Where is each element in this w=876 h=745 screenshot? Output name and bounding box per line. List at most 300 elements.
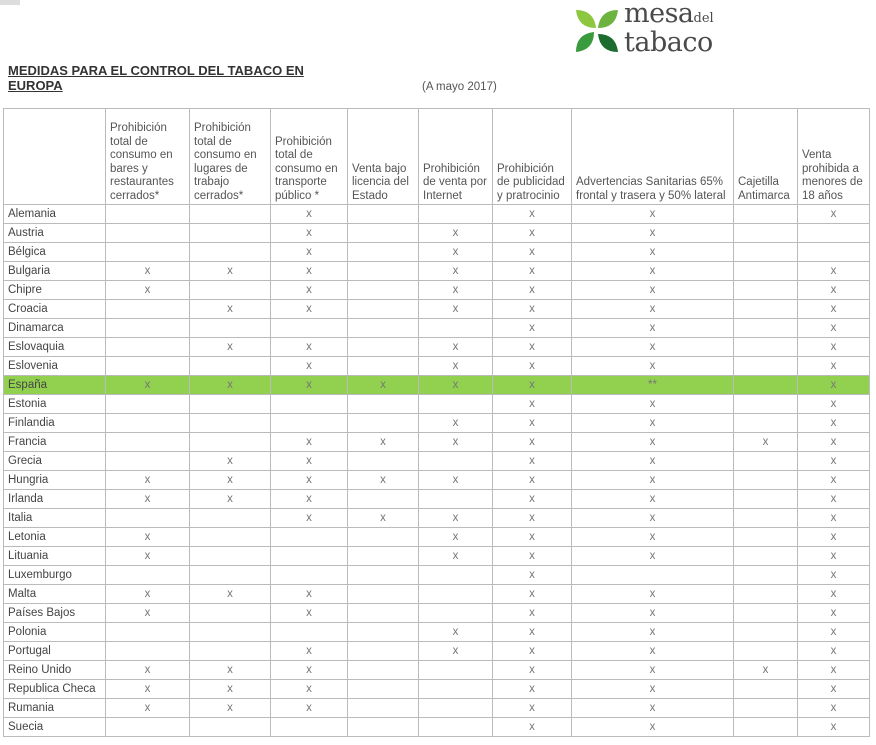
measure-cell: x <box>798 319 870 338</box>
measure-cell <box>419 585 493 604</box>
country-cell: Suecia <box>4 718 106 737</box>
measure-cell: x <box>572 718 734 737</box>
table-row <box>4 414 870 433</box>
measure-cell <box>734 490 798 509</box>
header-row <box>4 109 870 205</box>
measure-cell <box>348 604 419 623</box>
measure-cell <box>348 300 419 319</box>
measure-cell <box>190 281 271 300</box>
measure-cell: x <box>190 585 271 604</box>
date-note: (A mayo 2017) <box>422 81 497 93</box>
measure-cell <box>348 699 419 718</box>
measure-cell: x <box>493 623 572 642</box>
measure-cell: x <box>190 680 271 699</box>
measure-cell <box>190 642 271 661</box>
measure-cell: x <box>493 509 572 528</box>
table-row <box>4 338 870 357</box>
measure-cell: x <box>348 376 419 395</box>
country-cell: Irlanda <box>4 490 106 509</box>
measure-cell <box>572 566 734 585</box>
measure-cell <box>106 509 190 528</box>
measure-cell: x <box>493 642 572 661</box>
column-header <box>4 109 106 205</box>
measure-cell <box>419 699 493 718</box>
column-header: Prohibición total de consumo en lugares de trabajo cerrados* <box>190 109 271 205</box>
country-cell: Bulgaria <box>4 262 106 281</box>
measure-cell: x <box>734 433 798 452</box>
measure-cell <box>348 414 419 433</box>
country-cell: Chipre <box>4 281 106 300</box>
measure-cell <box>190 395 271 414</box>
table-row <box>4 661 870 680</box>
measure-cell <box>106 205 190 224</box>
measure-cell: x <box>419 509 493 528</box>
measure-cell: x <box>106 281 190 300</box>
measure-cell <box>106 452 190 471</box>
measure-cell <box>190 243 271 262</box>
measure-cell <box>348 319 419 338</box>
measure-cell: x <box>493 224 572 243</box>
country-cell: Portugal <box>4 642 106 661</box>
measure-cell <box>348 490 419 509</box>
measure-cell <box>419 661 493 680</box>
measure-cell: x <box>493 566 572 585</box>
measure-cell <box>734 642 798 661</box>
measure-cell: x <box>493 300 572 319</box>
country-cell: Italia <box>4 509 106 528</box>
measure-cell: x <box>493 661 572 680</box>
table-row <box>4 604 870 623</box>
measure-cell: x <box>572 547 734 566</box>
measure-cell: x <box>572 281 734 300</box>
measure-cell: x <box>271 471 348 490</box>
measure-cell: x <box>798 623 870 642</box>
table-row <box>4 357 870 376</box>
measure-cell: x <box>572 642 734 661</box>
country-cell: Países Bajos <box>4 604 106 623</box>
table-row <box>4 585 870 604</box>
measure-cell <box>106 224 190 243</box>
measure-cell: x <box>271 642 348 661</box>
measure-cell: x <box>798 262 870 281</box>
measure-cell: x <box>419 547 493 566</box>
measure-cell <box>190 509 271 528</box>
measure-cell <box>190 224 271 243</box>
country-cell: Bélgica <box>4 243 106 262</box>
measure-cell: x <box>798 699 870 718</box>
measure-cell: x <box>798 395 870 414</box>
measure-cell: x <box>271 205 348 224</box>
measure-cell <box>734 528 798 547</box>
measure-cell: x <box>271 452 348 471</box>
measure-cell: x <box>798 357 870 376</box>
measure-cell <box>348 357 419 376</box>
measure-cell <box>106 642 190 661</box>
measure-cell: x <box>419 623 493 642</box>
measure-cell: x <box>190 471 271 490</box>
measure-cell: x <box>493 205 572 224</box>
measure-cell: x <box>419 433 493 452</box>
measure-cell: x <box>493 338 572 357</box>
measure-cell: x <box>572 319 734 338</box>
measure-cell: x <box>798 642 870 661</box>
page-title: MEDIDAS PARA EL CONTROL DEL TABACO EN EUROPA <box>8 63 304 93</box>
measure-cell <box>348 205 419 224</box>
column-header: Prohibición de venta por Internet <box>419 109 493 205</box>
measure-cell: x <box>493 471 572 490</box>
measure-cell: x <box>493 376 572 395</box>
measure-cell <box>734 357 798 376</box>
measure-cell: x <box>493 357 572 376</box>
country-cell: Dinamarca <box>4 319 106 338</box>
measure-cell: x <box>798 281 870 300</box>
table-row <box>4 680 870 699</box>
measure-cell: x <box>106 490 190 509</box>
measure-cell <box>348 642 419 661</box>
measure-cell <box>106 718 190 737</box>
measure-cell <box>419 452 493 471</box>
measure-cell: x <box>798 376 870 395</box>
table-row <box>4 281 870 300</box>
measure-cell: x <box>798 718 870 737</box>
measure-cell <box>271 395 348 414</box>
measure-cell: x <box>190 300 271 319</box>
measure-cell: x <box>271 680 348 699</box>
measure-cell: x <box>190 699 271 718</box>
measure-cell: x <box>572 585 734 604</box>
column-header: Prohibición total de consumo en bares y restaurantes cerrados* <box>106 109 190 205</box>
measure-cell <box>190 547 271 566</box>
measure-cell <box>734 585 798 604</box>
measure-cell: x <box>798 604 870 623</box>
table-row <box>4 718 870 737</box>
measure-cell: x <box>798 452 870 471</box>
table-row <box>4 471 870 490</box>
measure-cell: x <box>572 338 734 357</box>
measure-cell <box>734 623 798 642</box>
measure-cell <box>348 281 419 300</box>
measure-cell <box>734 205 798 224</box>
measure-cell <box>734 300 798 319</box>
table-row <box>4 243 870 262</box>
tobacco-measures-table <box>3 108 870 737</box>
measure-cell: x <box>572 623 734 642</box>
measure-cell: x <box>798 300 870 319</box>
measure-cell <box>419 319 493 338</box>
measure-cell: x <box>798 547 870 566</box>
leaf-logo-icon <box>574 8 620 54</box>
table-row <box>4 262 870 281</box>
measure-cell: x <box>419 224 493 243</box>
measure-cell: x <box>734 661 798 680</box>
measure-cell: x <box>271 433 348 452</box>
measure-cell: x <box>271 224 348 243</box>
measure-cell: x <box>572 224 734 243</box>
measure-cell: x <box>798 585 870 604</box>
country-cell: Finlandia <box>4 414 106 433</box>
measure-cell <box>734 471 798 490</box>
measure-cell: x <box>106 604 190 623</box>
country-cell: Lituania <box>4 547 106 566</box>
measure-cell <box>734 547 798 566</box>
measure-cell: x <box>493 680 572 699</box>
measure-cell: x <box>190 490 271 509</box>
table-row-highlighted <box>4 376 870 395</box>
country-cell: España <box>4 376 106 395</box>
column-header: Prohibición total de consumo en transporte público * <box>271 109 348 205</box>
column-header: Advertencias Sanitarias 65% frontal y trasera y 50% lateral <box>572 109 734 205</box>
measure-cell: x <box>190 338 271 357</box>
measure-cell: x <box>572 414 734 433</box>
measure-cell <box>106 319 190 338</box>
measure-cell <box>419 566 493 585</box>
measure-cell: x <box>271 281 348 300</box>
country-cell: Luxemburgo <box>4 566 106 585</box>
measure-cell: x <box>572 528 734 547</box>
table-row <box>4 433 870 452</box>
measure-cell <box>348 547 419 566</box>
measure-cell: x <box>271 699 348 718</box>
measure-cell <box>734 699 798 718</box>
measure-cell <box>348 338 419 357</box>
measure-cell <box>190 623 271 642</box>
measure-cell <box>190 319 271 338</box>
measure-cell: x <box>493 433 572 452</box>
country-cell: Alemania <box>4 205 106 224</box>
measure-cell: x <box>419 281 493 300</box>
country-cell: Polonia <box>4 623 106 642</box>
measure-cell <box>190 718 271 737</box>
table-row <box>4 528 870 547</box>
measure-cell <box>271 528 348 547</box>
measure-cell <box>734 262 798 281</box>
measure-cell: x <box>572 433 734 452</box>
measure-cell: x <box>493 243 572 262</box>
measure-cell: x <box>271 338 348 357</box>
country-cell: Republica Checa <box>4 680 106 699</box>
measure-cell <box>190 433 271 452</box>
measure-cell: x <box>271 604 348 623</box>
measure-cell <box>348 680 419 699</box>
table-row <box>4 452 870 471</box>
measure-cell <box>419 490 493 509</box>
measure-cell: x <box>348 433 419 452</box>
measure-cell: x <box>493 528 572 547</box>
measure-cell: x <box>493 585 572 604</box>
measure-cell <box>798 243 870 262</box>
measure-cell: x <box>419 376 493 395</box>
measure-cell <box>271 547 348 566</box>
measure-cell <box>190 205 271 224</box>
measure-cell <box>348 585 419 604</box>
table-row <box>4 395 870 414</box>
measure-cell: x <box>798 471 870 490</box>
measure-cell: x <box>493 452 572 471</box>
measure-cell: x <box>572 205 734 224</box>
measure-cell: x <box>798 680 870 699</box>
measure-cell <box>271 414 348 433</box>
measure-cell: x <box>271 661 348 680</box>
table-row <box>4 509 870 528</box>
measure-cell <box>348 623 419 642</box>
table-row <box>4 300 870 319</box>
measure-cell <box>734 509 798 528</box>
measure-cell: x <box>493 490 572 509</box>
column-header: Prohibición de publicidad y pratrocinio <box>493 109 572 205</box>
measure-cell <box>734 414 798 433</box>
measure-cell: x <box>106 471 190 490</box>
measure-cell <box>734 319 798 338</box>
measure-cell <box>106 243 190 262</box>
table-row <box>4 224 870 243</box>
measure-cell <box>798 224 870 243</box>
measure-cell: x <box>419 528 493 547</box>
measure-cell <box>271 566 348 585</box>
country-cell: Grecia <box>4 452 106 471</box>
measure-cell <box>271 623 348 642</box>
measure-cell <box>734 395 798 414</box>
measure-cell: x <box>106 547 190 566</box>
measure-cell: x <box>572 604 734 623</box>
measure-cell <box>348 661 419 680</box>
measure-cell: x <box>572 699 734 718</box>
country-cell: Croacia <box>4 300 106 319</box>
measure-cell: x <box>798 490 870 509</box>
measure-cell: x <box>190 262 271 281</box>
country-cell: Hungria <box>4 471 106 490</box>
measure-cell <box>419 205 493 224</box>
measure-cell: x <box>493 319 572 338</box>
measure-cell <box>419 680 493 699</box>
measure-cell: x <box>190 376 271 395</box>
measure-cell: x <box>106 585 190 604</box>
measure-cell: x <box>493 395 572 414</box>
logo <box>574 0 734 58</box>
table-row <box>4 699 870 718</box>
measure-cell <box>419 718 493 737</box>
measure-cell: x <box>271 300 348 319</box>
measure-cell: x <box>572 471 734 490</box>
measure-cell <box>106 338 190 357</box>
measure-cell: x <box>572 452 734 471</box>
measure-cell: x <box>493 262 572 281</box>
measure-cell: x <box>419 243 493 262</box>
measure-cell <box>348 395 419 414</box>
measure-cell: x <box>493 414 572 433</box>
measure-cell <box>348 262 419 281</box>
measure-cell <box>348 224 419 243</box>
measure-cell: x <box>798 661 870 680</box>
measure-cell: x <box>419 471 493 490</box>
measure-cell <box>348 718 419 737</box>
measure-cell <box>734 281 798 300</box>
measure-cell: x <box>572 300 734 319</box>
measure-cell: x <box>419 642 493 661</box>
table-row <box>4 642 870 661</box>
measure-cell: x <box>190 661 271 680</box>
measure-cell: x <box>271 243 348 262</box>
measure-cell <box>271 319 348 338</box>
table-row <box>4 566 870 585</box>
measure-cell: x <box>106 699 190 718</box>
measure-cell <box>419 604 493 623</box>
measure-cell: x <box>572 395 734 414</box>
measure-cell: x <box>493 718 572 737</box>
measure-cell: x <box>271 262 348 281</box>
measure-cell <box>734 452 798 471</box>
measure-cell: x <box>348 509 419 528</box>
measure-cell <box>106 566 190 585</box>
measure-cell: x <box>493 281 572 300</box>
measure-cell: x <box>493 699 572 718</box>
country-cell: Austria <box>4 224 106 243</box>
table-row <box>4 623 870 642</box>
measure-cell <box>106 623 190 642</box>
country-cell: Eslovenia <box>4 357 106 376</box>
measure-cell: x <box>348 471 419 490</box>
measure-cell <box>348 566 419 585</box>
country-cell: Estonia <box>4 395 106 414</box>
table-row <box>4 490 870 509</box>
measure-cell: x <box>798 338 870 357</box>
measure-cell: x <box>106 262 190 281</box>
logo-text: mesadel tabaco <box>624 0 714 58</box>
measure-cell: x <box>572 357 734 376</box>
country-cell: Reino Unido <box>4 661 106 680</box>
measure-cell <box>348 528 419 547</box>
measure-cell <box>190 528 271 547</box>
measure-cell: x <box>271 509 348 528</box>
measure-cell: x <box>190 452 271 471</box>
measure-cell: x <box>572 490 734 509</box>
country-cell: Francia <box>4 433 106 452</box>
measure-cell <box>734 604 798 623</box>
measure-cell <box>734 376 798 395</box>
measure-cell: x <box>493 547 572 566</box>
measure-cell: x <box>798 566 870 585</box>
country-cell: Eslovaquia <box>4 338 106 357</box>
measure-cell: x <box>572 243 734 262</box>
measure-cell <box>106 300 190 319</box>
column-header: Cajetilla Antimarca <box>734 109 798 205</box>
column-header: Venta bajo licencia del Estado <box>348 109 419 205</box>
measure-cell: x <box>798 205 870 224</box>
measure-cell: x <box>271 490 348 509</box>
measure-cell <box>106 433 190 452</box>
measure-cell <box>734 680 798 699</box>
measure-cell: x <box>798 509 870 528</box>
measure-cell <box>190 414 271 433</box>
measure-cell <box>271 718 348 737</box>
measure-cell: x <box>572 262 734 281</box>
country-cell: Malta <box>4 585 106 604</box>
measure-cell: x <box>798 414 870 433</box>
measure-cell: x <box>493 604 572 623</box>
country-cell: Letonia <box>4 528 106 547</box>
corner-tab <box>0 0 20 5</box>
measure-cell: ** <box>572 376 734 395</box>
measure-cell: x <box>572 680 734 699</box>
measure-cell: x <box>419 300 493 319</box>
column-header: Venta prohibida a menores de 18 años <box>798 109 870 205</box>
measure-cell <box>106 357 190 376</box>
table-row <box>4 205 870 224</box>
measure-cell <box>190 604 271 623</box>
measure-cell: x <box>419 338 493 357</box>
table-row <box>4 547 870 566</box>
measure-cell: x <box>798 433 870 452</box>
measure-cell: x <box>106 528 190 547</box>
